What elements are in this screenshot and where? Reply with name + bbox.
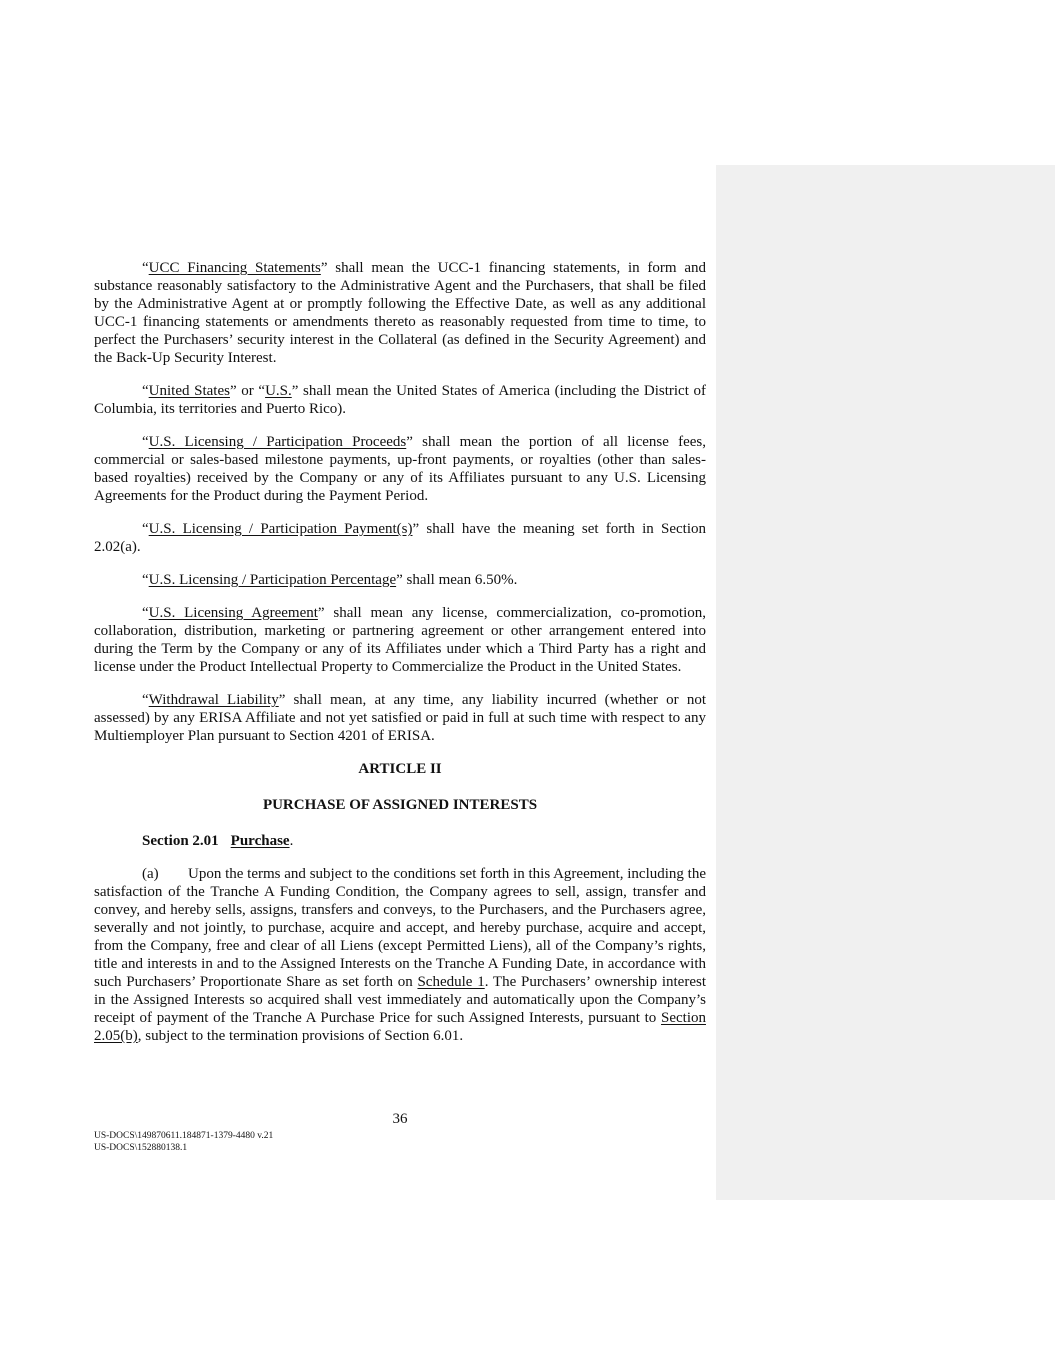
definition-us-licensing-agreement: [94, 604, 706, 676]
definition-united-states: [94, 382, 706, 418]
defined-term-alt: U.S.: [265, 383, 292, 399]
open-quote: “: [142, 521, 149, 537]
open-quote: “: [142, 605, 149, 621]
definition-text: ” shall mean the portion of all license fees, commercial or sales-based milestone payments, up-front payments, or royalties (other than sales-based royalties) received by the Company or any of its Affiliates pursuant to any U.S. Licensing Agreements for the Product during the Payment Period.: [94, 434, 706, 504]
definition-ucc-financing-statements: [94, 259, 706, 367]
comment-margin-pane: [716, 165, 1055, 1200]
open-quote: “: [142, 383, 149, 399]
definition-text: ” shall mean the UCC-1 financing statements, in form and substance reasonably satisfactory to the Administrative Agent and the Purchasers, that shall be filed by the Administrative Agent at or promptly following the Effective Date, as well as any additional UCC-1 financing statements or amendments thereto as reasonably requested from time to time, to perfect the Purchasers’ security interest in the Collateral (as defined in the Security Agreement) and the Back-Up Security Interest.: [94, 260, 706, 366]
section-number: Section 2.01: [142, 833, 219, 849]
document-body: [94, 259, 706, 1045]
definition-us-licensing-payments: [94, 520, 706, 556]
definition-text: ” shall mean, at any time, any liability incurred (whether or not assessed) by any ERISA Affiliate and not yet satisfied or paid in full at such time with respect to any Multiemployer Plan pursuant to Section 4201 of ERISA.: [94, 692, 706, 744]
section-heading: [94, 832, 706, 850]
subsection-text-part-2: . The Purchasers’ ownership interest in the Assigned Interests so acquired shall vest immediately and automatically upon the Company’s receipt of payment of the Tranche A Purchase Price for such Assigned Interests, pursuant to: [94, 974, 706, 1026]
definition-text: ” shall mean 6.50%.: [396, 572, 518, 588]
article-title: PURCHASE OF ASSIGNED INTERESTS: [262, 797, 538, 813]
defined-term: Withdrawal Liability: [148, 692, 279, 708]
defined-term: UCC Financing Statements: [148, 260, 321, 276]
document-id-line-1: US-DOCS\149870611.184871-1379-4480 v.21: [94, 1131, 274, 1141]
term-connector: ” or “: [229, 383, 266, 399]
defined-term: U.S. Licensing / Participation Proceeds: [148, 434, 407, 450]
definition-withdrawal-liability: [94, 691, 706, 745]
subsection-label: (a): [142, 866, 159, 882]
open-quote: “: [142, 260, 149, 276]
definition-us-licensing-percentage: [94, 571, 706, 589]
defined-term: U.S. Licensing / Participation Percentage: [148, 572, 397, 588]
open-quote: “: [142, 572, 149, 588]
article-number: ARTICLE II: [358, 761, 442, 777]
document-id-line-2: US-DOCS\152880138.1: [94, 1143, 188, 1153]
open-quote: “: [142, 434, 149, 450]
subsection-text-part-1: Upon the terms and subject to the conditions set forth in this Agreement, including the satisfaction of the Tranche A Funding Condition, the Company agrees to sell, assign, transfer and convey, and hereby sells, assigns, transfers and conveys, to the Purchasers, and the Purchasers agree, severally and not jointly, to purchase, acquire and accept, and hereby purchase, acquire and accept, from the Company, free and clear of all Liens (except Permitted Liens), all of the Company’s rights, title and interests in and to the Assigned Interests on the Tranche A Funding Date, in accordance with such Purchasers’ Proportionate Share as set forth on: [94, 866, 706, 990]
subsection-a: [94, 865, 706, 1045]
defined-term: U.S. Licensing / Participation Payment(s): [148, 521, 413, 537]
schedule-1-reference: Schedule 1: [417, 974, 485, 990]
open-quote: “: [142, 692, 149, 708]
defined-term: United States: [148, 383, 230, 399]
definition-text: ” shall mean the United States of America (including the District of Columbia, its territories and Puerto Rico).: [94, 383, 706, 417]
definition-us-licensing-proceeds: [94, 433, 706, 505]
definition-text: ” shall mean any license, commercialization, co-promotion, collaboration, distribution, marketing or partnering agreement or other arrangement entered into during the Term by the Company or any of its Affiliates under which a Third Party has a right and license under the Product Intellectual Property to Commercialize the Product in the United States.: [94, 605, 706, 675]
definition-text: ” shall have the meaning set forth in Section 2.02(a).: [94, 521, 706, 555]
subsection-text-part-3: , subject to the termination provisions of Section 6.01.: [137, 1028, 464, 1044]
section-2-05b-reference: Section 2.05(b): [94, 1010, 706, 1044]
page-number: 36: [392, 1111, 408, 1127]
defined-term: U.S. Licensing Agreement: [148, 605, 318, 621]
section-title-suffix: .: [289, 833, 294, 849]
section-title: Purchase: [230, 833, 290, 849]
